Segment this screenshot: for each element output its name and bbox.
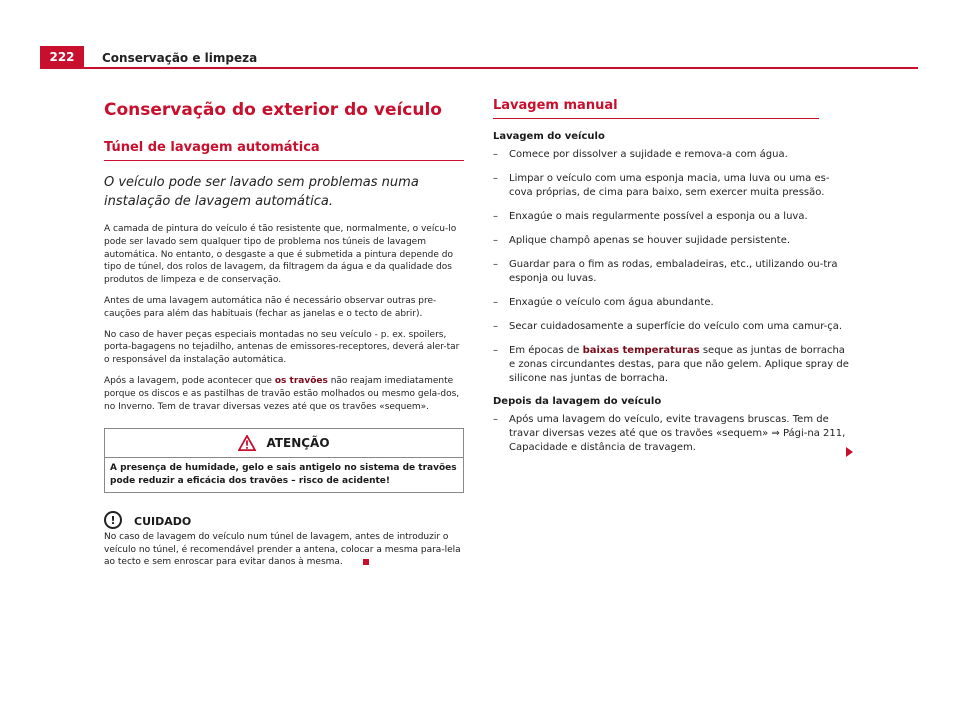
item-text: Após uma lavagem do veículo, evite travagens bruscas. Tem de travar diversas vezes até que os travões «sequem» ⇒ Pági-na 211, Capacidade e distância de travagem. <box>509 414 846 453</box>
caution-title: CUIDADO <box>134 515 192 529</box>
page-number: 222 <box>40 46 84 68</box>
item-text: Limpar o veículo com uma esponja macia, uma luva ou uma es-cova próprias, de cima para baixo, sem exercer muita pressão. <box>509 173 830 198</box>
list-item <box>493 210 853 224</box>
paragraph-brakes <box>104 375 464 413</box>
paragraph-special-parts: No caso de haver peças especiais montadas no seu veículo - p. ex. spoilers, porta-bagagens no tejadilho, antenas de emissores-receptores, deverá aler-tar o responsável da instalação automática. <box>104 329 460 366</box>
dash-bullet: – <box>493 297 498 308</box>
dash-bullet: – <box>493 259 498 270</box>
warning-box <box>104 428 464 493</box>
header-rule <box>40 67 918 69</box>
left-column <box>104 100 464 569</box>
dash-bullet: – <box>493 345 498 356</box>
dash-bullet: – <box>493 321 498 332</box>
list-item <box>493 413 853 455</box>
item-text: Enxagúe o veículo com água abundante. <box>509 297 714 308</box>
dash-bullet: – <box>493 149 498 160</box>
item-text: Guardar para o fim as rodas, embaladeiras, etc., utilizando ou-tra esponja ou luvas. <box>509 259 838 284</box>
list-item <box>493 296 853 310</box>
list-item <box>493 344 853 386</box>
exclamation-circle-icon: ! <box>104 511 122 529</box>
warning-triangle-icon <box>238 435 256 451</box>
intro-text: O veículo pode ser lavado sem problemas numa instalação de lavagem automática. <box>104 175 419 209</box>
list-item <box>493 234 853 248</box>
page-title: Conservação do exterior do veículo <box>104 100 442 120</box>
after-wash-section <box>493 413 853 455</box>
running-header: Conservação e limpeza <box>102 51 258 65</box>
item-text: Enxagúe o mais regularmente possível a esponja ou a luva. <box>509 211 808 222</box>
dash-bullet: – <box>493 173 498 184</box>
subhead-washing: Lavagem do veículo <box>493 131 605 142</box>
list-item <box>493 258 853 286</box>
right-column <box>493 98 853 465</box>
after-wash-list <box>493 413 853 455</box>
warning-text: A presença de humidade, gelo e sais antigelo no sistema de travões pode reduzir a eficácia dos travões – risco de acidente! <box>110 463 457 486</box>
caution-text <box>104 531 464 569</box>
paragraph-precautions: Antes de uma lavagem automática não é necessário observar outras pre-cauções para além das habituais (fechar as janelas e o tecto de abrir). <box>104 295 437 319</box>
brakes-bold: os travões <box>274 375 328 386</box>
end-of-section-mark <box>363 559 369 565</box>
list-item <box>493 320 853 334</box>
warning-title: ATENÇÃO <box>266 436 330 451</box>
list-item <box>493 148 853 162</box>
dash-bullet: – <box>493 235 498 246</box>
brakes-text-before: Após a lavagem, pode acontecer que <box>104 375 275 386</box>
washing-steps-list <box>493 148 853 386</box>
item-text-after: seque as juntas de borracha e zonas circundantes destas, para que não gelem. Aplique spray de silicone nas juntas de borracha. <box>509 345 849 384</box>
dash-bullet: – <box>493 414 498 425</box>
continue-arrow-icon <box>846 447 853 457</box>
item-text: Aplique champô apenas se houver sujidade persistente. <box>509 235 791 246</box>
item-text: Secar cuidadosamente a superfície do veículo com uma camur-ça. <box>509 321 843 332</box>
section-title-manual-wash: Lavagem manual <box>493 98 819 119</box>
list-item <box>493 172 853 200</box>
paragraph-paint: A camada de pintura do veículo é tão resistente que, normalmente, o veícu-lo pode ser lavado sem qualquer tipo de problema nos túneis de lavagem automática. No entanto, o desgaste a que é submetida a pintura depende do tipo de túnel, dos rolos de lavagem, da filtragem da água e da qualidade dos produtos de limpeza e de conservação. <box>104 224 457 286</box>
item-text: Comece por dissolver a sujidade e remova-a com água. <box>509 149 788 160</box>
brakes-text-after: não reajam imediatamente porque os discos e as pastilhas de travão estão molhados ou mesmo gela-dos, no Inverno. Tem de travar diversas vezes até que os travões «sequem». <box>104 375 460 412</box>
item-text: Em épocas de <box>509 345 583 356</box>
section-title-automatic-wash: Túnel de lavagem automática <box>104 140 464 161</box>
dash-bullet: – <box>493 211 498 222</box>
item-bold: baixas temperaturas <box>582 345 700 356</box>
warning-header <box>105 429 463 458</box>
caution-body: No caso de lavagem do veículo num túnel de lavagem, antes de introduzir o veículo no túnel, é recomendável prender a antena, colocar a mesma para-lela ao tecto e sem enroscar para evitar danos à mesma. <box>104 532 461 568</box>
subhead-after-washing: Depois da lavagem do veículo <box>493 396 662 407</box>
